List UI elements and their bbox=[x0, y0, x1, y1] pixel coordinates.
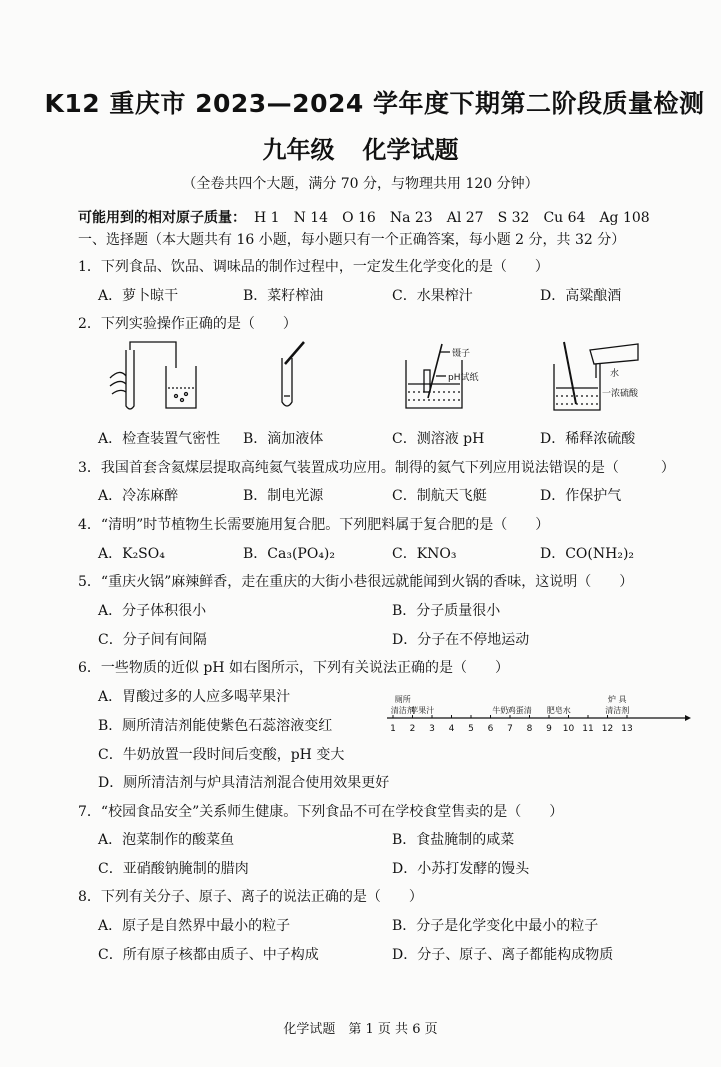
q2-option-d: D．稀释浓硫酸 bbox=[540, 431, 636, 447]
label-ph-paper: pH试纸 bbox=[448, 373, 479, 383]
question-8-stem: 8．下列有关分子、原子、离子的说法正确的是（ ） bbox=[78, 889, 423, 905]
label-tweezers: 镊子 bbox=[452, 349, 471, 359]
ph-tick-label: 3 bbox=[429, 724, 435, 734]
q4-option-c: C．KNO₃ bbox=[392, 546, 457, 562]
q3-option-a: A．冷冻麻醉 bbox=[98, 488, 179, 504]
ph-substance-label-line2: 清洁剂 bbox=[605, 706, 630, 715]
q4-option-b: B．Ca₃(PO₄)₂ bbox=[243, 546, 336, 562]
ph-tick-label: 10 bbox=[562, 724, 575, 734]
atomic-mass-n: N 14 bbox=[293, 210, 329, 226]
atomic-masses bbox=[78, 207, 650, 227]
ph-tick-label: 8 bbox=[526, 724, 533, 734]
atomic-mass-o: O 16 bbox=[342, 210, 376, 226]
ph-substance-label: 肥皂水 bbox=[546, 706, 571, 715]
q6-option-d: D．厕所清洁剂与炉具清洁剂混合使用效果更好 bbox=[98, 775, 390, 791]
ph-tick-label: 1 bbox=[390, 724, 396, 734]
q1-option-c: C．水果榨汁 bbox=[392, 288, 473, 304]
q8-option-a: A．原子是自然界中最小的粒子 bbox=[98, 918, 291, 934]
question-4-stem: 4．“清明”时节植物生长需要施用复合肥。下列肥料属于复合肥的是（ ） bbox=[78, 517, 550, 533]
question-7-stem: 7．“校园食品安全”关系师生健康。下列食品不可在学校食堂售卖的是（ ） bbox=[78, 804, 564, 820]
q6-option-c: C．牛奶放置一段时间后变酸，pH 变大 bbox=[98, 747, 345, 763]
ph-substance-label: 苹果汁 bbox=[410, 706, 435, 715]
atomic-mass-ag: Ag 108 bbox=[599, 210, 650, 226]
atomic-mass-h: H 1 bbox=[254, 210, 280, 226]
q5-option-d: D．分子在不停地运动 bbox=[392, 632, 530, 648]
q3-option-d: D．作保护气 bbox=[540, 488, 622, 504]
ph-substance-label-line2: 清洁剂 bbox=[390, 706, 415, 715]
question-5-stem: 5．“重庆火锅”麻辣鲜香，走在重庆的大街小巷很远就能闻到火锅的香味，这说明（ ） bbox=[78, 574, 634, 590]
q2-option-c: C．测溶液 pH bbox=[392, 431, 485, 447]
q8-option-d: D．分子、原子、离子都能构成物质 bbox=[392, 947, 614, 963]
figure-b-dropper bbox=[282, 342, 304, 406]
label-acid: 一浓硫酸 bbox=[602, 389, 639, 399]
ph-tick-label: 5 bbox=[468, 724, 474, 734]
atomic-mass-s: S 32 bbox=[497, 210, 530, 226]
ph-tick-label: 12 bbox=[601, 724, 614, 734]
q5-option-c: C．分子间有间隔 bbox=[98, 632, 207, 648]
grade-label: 九年级 bbox=[262, 136, 335, 164]
ph-tick-label: 13 bbox=[621, 724, 633, 734]
ph-substance-label: 牛奶 bbox=[492, 706, 509, 715]
q7-option-a: A．泡菜制作的酸菜鱼 bbox=[98, 832, 235, 848]
exam-subtitle bbox=[0, 130, 721, 165]
ph-substance-label: 鸡蛋清 bbox=[507, 706, 532, 715]
q2-apparatus-figures bbox=[90, 338, 690, 418]
ph-substance-label: 厕所 bbox=[394, 695, 411, 704]
question-6-stem: 6．一些物质的近似 pH 如右图所示，下列有关说法正确的是（ ） bbox=[78, 660, 509, 676]
ph-substance-label: 炉 具 bbox=[607, 695, 627, 704]
exam-note: （全卷共四个大题，满分 70 分，与物理共用 120 分钟） bbox=[182, 176, 539, 192]
q2-option-b: B．滴加液体 bbox=[243, 431, 324, 447]
label-water: 水 bbox=[610, 369, 620, 379]
q7-option-c: C．亚硝酸钠腌制的腊肉 bbox=[98, 861, 249, 877]
question-2-stem: 2．下列实验操作正确的是（ ） bbox=[78, 316, 297, 332]
atomic-mass-na: Na 23 bbox=[389, 210, 433, 226]
subject-label: 化学试题 bbox=[362, 136, 459, 164]
q4-option-d: D．CO(NH₂)₂ bbox=[540, 546, 635, 562]
ph-axis-arrow bbox=[685, 715, 691, 721]
q8-option-c: C．所有原子核都由质子、中子构成 bbox=[98, 947, 319, 963]
ph-tick-label: 11 bbox=[582, 724, 594, 734]
atomic-mass-al: Al 27 bbox=[446, 210, 484, 226]
q1-option-a: A．萝卜晾干 bbox=[98, 288, 179, 304]
q4-option-a: A．K₂SO₄ bbox=[98, 546, 165, 562]
q3-option-b: B．制电光源 bbox=[243, 488, 324, 504]
figure-a-airtightness bbox=[110, 342, 196, 409]
q6-option-a: A．胃酸过多的人应多喝苹果汁 bbox=[98, 689, 291, 705]
ph-tick-label: 4 bbox=[448, 724, 455, 734]
q8-option-b: B．分子是化学变化中最小的粒子 bbox=[392, 918, 599, 934]
q5-option-b: B．分子质量很小 bbox=[392, 603, 501, 619]
ph-tick-label: 6 bbox=[487, 724, 494, 734]
question-3-stem: 3．我国首套含氦煤层提取高纯氦气装置成功应用。制得的氦气下列应用说法错误的是（ ） bbox=[78, 460, 675, 476]
q6-option-b: B．厕所清洁剂能使紫色石蕊溶液变红 bbox=[98, 718, 333, 734]
q7-option-b: B．食盐腌制的咸菜 bbox=[392, 832, 515, 848]
atomic-mass-cu: Cu 64 bbox=[543, 210, 586, 226]
q7-option-d: D．小苏打发酵的馒头 bbox=[392, 861, 530, 877]
q3-option-c: C．制航天飞艇 bbox=[392, 488, 487, 504]
ph-tick-label: 2 bbox=[409, 724, 416, 734]
section-heading: 一、选择题（本大题共有 16 小题，每小题只有一个正确答案，每小题 2 分，共 32 分） bbox=[78, 232, 626, 248]
q1-option-b: B．菜籽榨油 bbox=[243, 288, 324, 304]
ph-scale-figure bbox=[385, 686, 695, 736]
figure-d-dilution bbox=[554, 342, 638, 410]
ph-tick-label: 7 bbox=[507, 724, 513, 734]
atomic-masses-label: 可能用到的相对原子质量： bbox=[78, 210, 246, 226]
q1-option-d: D．高粱酿酒 bbox=[540, 288, 622, 304]
q5-option-a: A．分子体积很小 bbox=[98, 603, 207, 619]
exam-title: K12 重庆市 2023—2024 学年度下期第二阶段质量检测 bbox=[44, 89, 705, 118]
page-footer: 化学试题 第 1 页 共 6 页 bbox=[283, 1022, 438, 1037]
question-1-stem: 1．下列食品、饮品、调味品的制作过程中，一定发生化学变化的是（ ） bbox=[78, 259, 549, 275]
q2-option-a: A．检查装置气密性 bbox=[98, 431, 221, 447]
ph-tick-label: 9 bbox=[546, 724, 552, 734]
